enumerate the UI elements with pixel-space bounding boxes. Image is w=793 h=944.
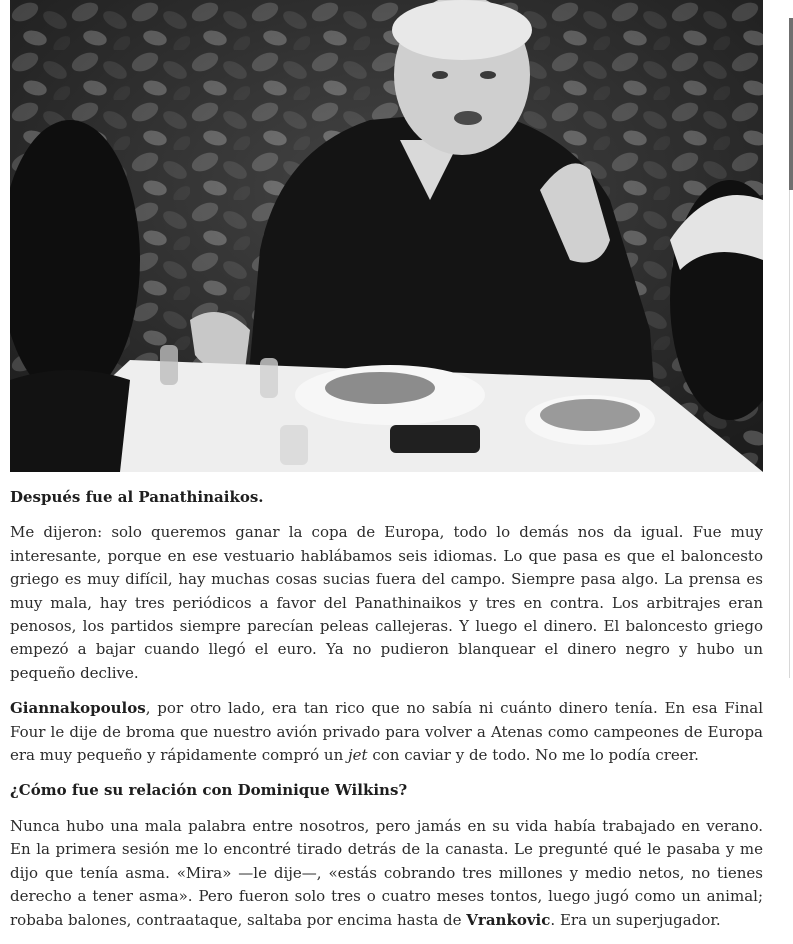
- interview-question: Después fue al Panathinaikos.: [10, 488, 264, 506]
- interview-answer: [10, 815, 763, 932]
- scrollbar-thumb[interactable]: [789, 18, 793, 190]
- person-name: Vrankovic: [466, 910, 551, 929]
- interview-answer: Me dijeron: solo queremos ganar la copa de Europa, todo lo demás nos da igual. Fue muy interesante, porque en ese vestuario hablábamos seis idiomas. Lo que pasa es que el baloncesto griego es muy difícil, hay muchas cosas sucias fuera del campo. Siempre pasa algo. La prensa es muy mala, hay tres periódicos a favor del Panathinaikos y tres en contra. Los arbitrajes eran penosos, los partidos siempre parecían peleas callejeras. Y luego el dinero. El baloncesto griego empezó a bajar cuando llegó el euro. Ya no pudieron blanquear el dinero negro y hubo un pequeño declive.: [10, 523, 763, 682]
- article-body: [10, 486, 763, 944]
- emphasis-text: jet: [348, 746, 368, 765]
- article-photo: [10, 0, 763, 472]
- answer-text: . Era un superjugador.: [550, 910, 721, 929]
- answer-text: Nunca hubo una mala palabra entre nosotros, pero jamás en su vida había trabajado en verano. En la primera sesión me lo encontré tirado detrás de la canasta. Le pregunté qué le pasaba y me dijo que tenía asma. «Mira» —le dije—, «estás cobrando tres millones y medio netos, no tienes derecho a tener asma». Pero fueron solo tres o cuatro meses tontos, luego jugó como un animal; robaba balones, contraataque, saltaba por encima hasta de: [10, 816, 763, 929]
- answer-text: con caviar y de todo. No me lo podía creer.: [367, 746, 699, 765]
- answer-text: , por otro lado, era tan rico que no sabía ni cuánto dinero tenía. En esa Final Four le dije de broma que nuestro avión privado para volver a Atenas como campeones de Europa era muy pequeño y rápidamente compró un: [10, 699, 763, 765]
- person-name: Giannakopoulos: [10, 699, 146, 718]
- interview-answer: [10, 697, 763, 767]
- photo-illustration: [10, 0, 763, 472]
- interview-question: ¿Cómo fue su relación con Dominique Wilkins?: [10, 781, 408, 800]
